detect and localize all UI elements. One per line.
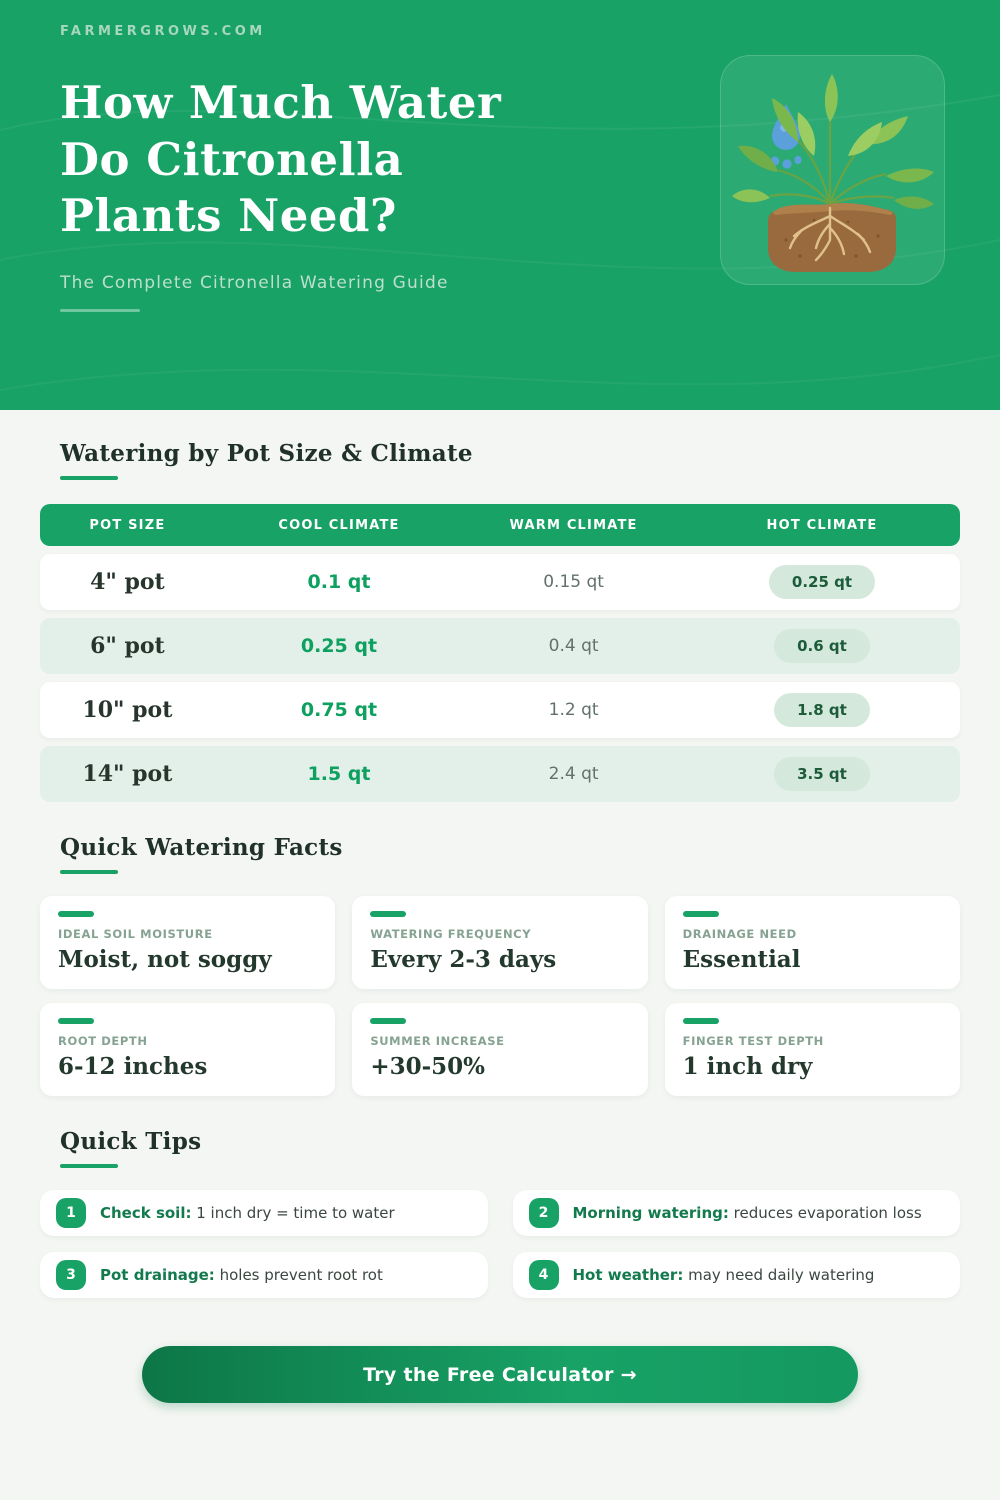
col-header-cool-climate: COOL CLIMATE xyxy=(278,517,400,533)
col-header-pot-size: POT SIZE xyxy=(89,517,166,533)
cool-climate-value: 1.5 qt xyxy=(307,763,371,785)
pot-size-cell: 6" pot xyxy=(90,633,165,659)
hot-climate-badge: 3.5 qt xyxy=(774,757,870,791)
fact-accent-bar xyxy=(58,1018,94,1024)
fact-card xyxy=(665,896,960,989)
fact-label: FINGER TEST DEPTH xyxy=(682,1034,824,1048)
fact-card xyxy=(352,896,647,989)
fact-label: ROOT DEPTH xyxy=(58,1034,148,1048)
pot-size-cell: 4" pot xyxy=(90,569,165,595)
hero-banner xyxy=(0,0,1000,410)
tip-label: Pot drainage: xyxy=(100,1266,215,1284)
fact-accent-bar xyxy=(58,911,94,917)
fact-label: IDEAL SOIL MOISTURE xyxy=(58,927,213,941)
fact-value: 6-12 inches xyxy=(58,1053,208,1080)
site-name: FARMERGROWS.COM xyxy=(60,24,266,39)
tips-grid xyxy=(40,1190,960,1298)
hot-climate-badge: 1.8 qt xyxy=(774,693,870,727)
warm-climate-value: 2.4 qt xyxy=(548,764,599,784)
fact-value: +30-50% xyxy=(370,1053,486,1080)
plant-illustration-card xyxy=(720,55,945,285)
facts-section-title: Quick Watering Facts xyxy=(60,834,343,861)
table-row xyxy=(40,746,960,802)
fact-card xyxy=(352,1003,647,1096)
fact-label: DRAINAGE NEED xyxy=(682,927,797,941)
watering-table xyxy=(40,504,960,802)
tip-card xyxy=(40,1190,488,1236)
tip-number-badge: 3 xyxy=(56,1260,86,1290)
title-line-1: How Much Water xyxy=(60,76,502,129)
hot-climate-badge: 0.6 qt xyxy=(774,629,870,663)
quick-facts-section xyxy=(40,834,960,1096)
subtitle-underline xyxy=(60,309,140,312)
watering-table-section xyxy=(40,440,960,802)
cool-climate-value: 0.1 qt xyxy=(307,571,371,593)
soil-and-roots-icon xyxy=(768,203,896,272)
tip-card xyxy=(513,1190,961,1236)
warm-climate-value: 0.15 qt xyxy=(543,572,604,592)
tip-card xyxy=(513,1252,961,1298)
hot-climate-badge: 0.25 qt xyxy=(769,565,875,599)
tip-number-badge: 1 xyxy=(56,1198,86,1228)
fact-card xyxy=(40,1003,335,1096)
cool-climate-value: 0.75 qt xyxy=(300,699,378,721)
fact-accent-bar xyxy=(683,1018,719,1024)
fact-accent-bar xyxy=(683,911,719,917)
tip-number-badge: 2 xyxy=(529,1198,559,1228)
free-calculator-button[interactable]: Try the Free Calculator → xyxy=(142,1346,858,1403)
title-line-2: Do Citronella xyxy=(60,132,404,186)
page-subtitle: The Complete Citronella Watering Guide xyxy=(60,273,449,294)
fact-label: SUMMER INCREASE xyxy=(370,1034,505,1048)
pot-size-cell: 10" pot xyxy=(82,697,173,723)
tip-card xyxy=(40,1252,488,1298)
fact-accent-bar xyxy=(370,911,406,917)
facts-title-underline xyxy=(60,870,118,874)
tip-text: may need daily watering xyxy=(688,1266,875,1284)
warm-climate-value: 0.4 qt xyxy=(548,636,599,656)
fact-value: Every 2-3 days xyxy=(370,946,557,973)
cool-climate-value: 0.25 qt xyxy=(300,635,378,657)
fact-card xyxy=(40,896,335,989)
table-header-row xyxy=(40,504,960,546)
tip-text: reduces evaporation loss xyxy=(733,1204,922,1222)
table-row xyxy=(40,554,960,610)
warm-climate-value: 1.2 qt xyxy=(548,700,599,720)
facts-grid xyxy=(40,896,960,1096)
fact-value: Moist, not soggy xyxy=(58,946,272,973)
table-row xyxy=(40,618,960,674)
fact-value: 1 inch dry xyxy=(682,1053,813,1080)
pot-size-cell: 14" pot xyxy=(82,761,173,787)
table-title-underline xyxy=(60,476,118,480)
fact-card xyxy=(665,1003,960,1096)
col-header-warm-climate: WARM CLIMATE xyxy=(509,517,638,533)
citronella-plant-icon xyxy=(730,64,935,276)
col-header-hot-climate: HOT CLIMATE xyxy=(766,517,878,533)
fact-value: Essential xyxy=(682,946,801,973)
tip-label: Check soil: xyxy=(100,1204,192,1222)
tip-text: 1 inch dry = time to water xyxy=(196,1204,395,1222)
fact-label: WATERING FREQUENCY xyxy=(370,927,532,941)
leaf-blades xyxy=(732,74,934,209)
fact-accent-bar xyxy=(370,1018,406,1024)
tips-title-underline xyxy=(60,1164,118,1168)
tips-section-title: Quick Tips xyxy=(60,1128,202,1155)
tip-number-badge: 4 xyxy=(529,1260,559,1290)
title-line-3: Plants Need? xyxy=(60,189,397,243)
quick-tips-section xyxy=(40,1128,960,1298)
tip-text: holes prevent root rot xyxy=(219,1266,383,1284)
main-content xyxy=(0,410,1000,1403)
tip-label: Hot weather: xyxy=(572,1266,684,1284)
tip-label: Morning watering: xyxy=(572,1204,729,1222)
table-row xyxy=(40,682,960,738)
table-section-title: Watering by Pot Size & Climate xyxy=(60,440,473,467)
